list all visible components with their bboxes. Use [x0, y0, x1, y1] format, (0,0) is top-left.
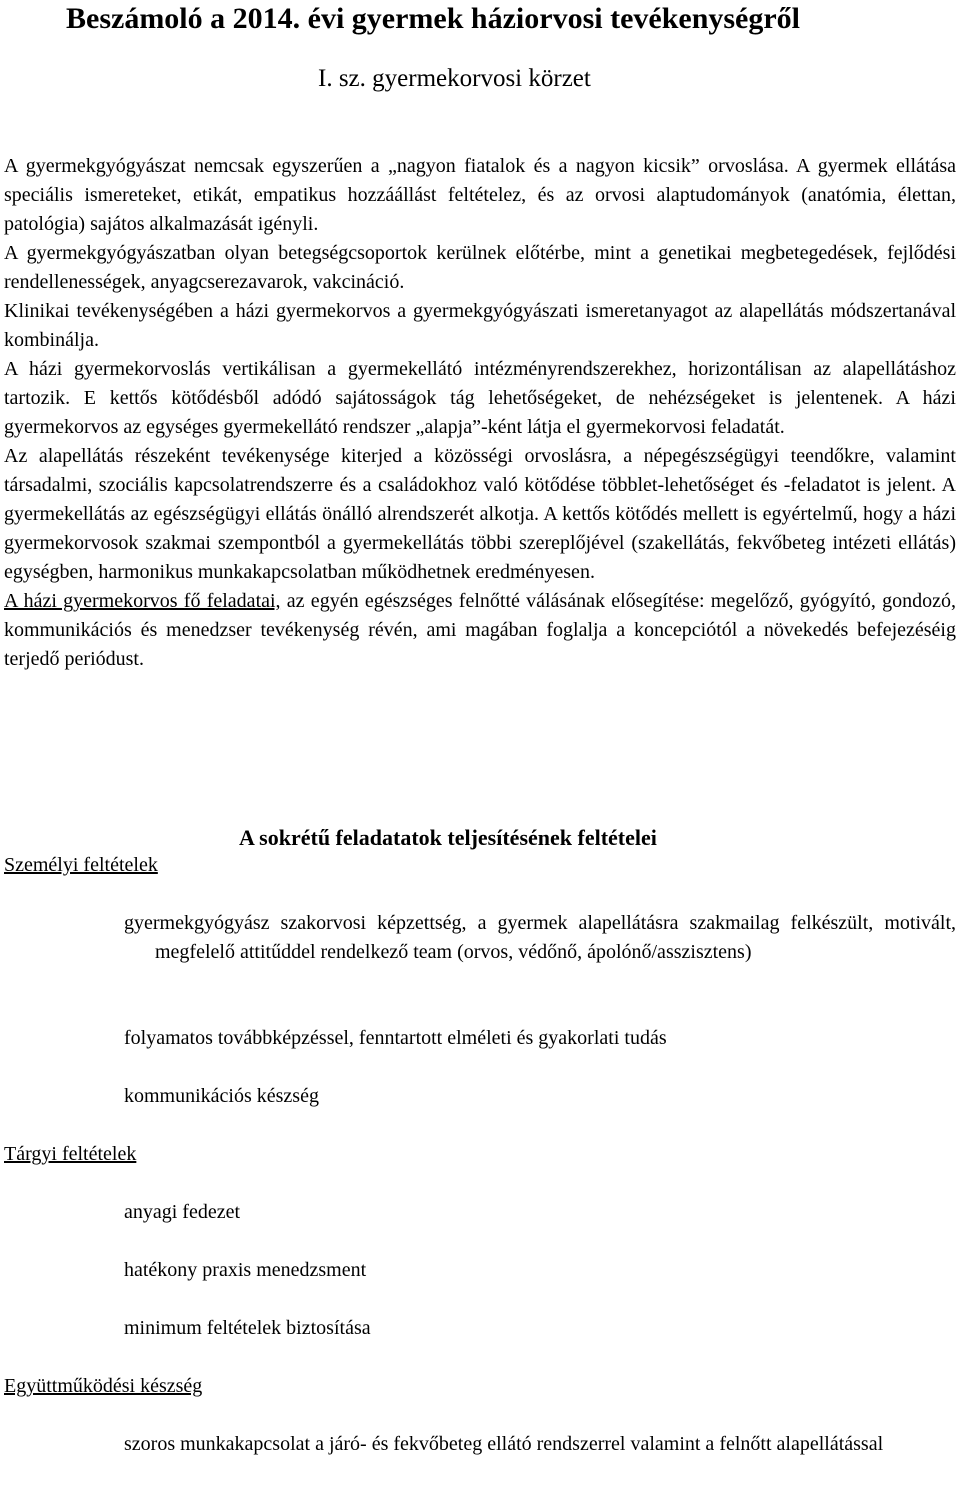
- material-condition-item: minimum feltételek biztosítása: [124, 1317, 371, 1339]
- material-condition-item: hatékony praxis menedzsment: [124, 1259, 367, 1281]
- paragraph-3: Klinikai tevékenységében a házi gyermekorvos a gyermekgyógyászati ismeretanyagot az alapellátás módszertanával kombinálja.: [4, 300, 956, 351]
- personal-condition-item: gyermekgyógyász szakorvosi képzettség, a gyermek alapellátásra szakmailag felkészült, motivált, megfelelő attitűddel rendelkező team (orvos, védőnő, ápolónő/asszisztens): [124, 912, 956, 963]
- cooperation-heading: Együttműködési készség: [4, 1375, 203, 1397]
- material-conditions-heading: Tárgyi feltételek: [4, 1143, 137, 1165]
- personal-condition-item: folyamatos továbbképzéssel, fenntartott elméleti és gyakorlati tudás: [124, 1027, 667, 1049]
- report-subtitle: I. sz. gyermekorvosi körzet: [318, 65, 591, 92]
- main-task-text: az egyén egészséges felnőtté válásának elősegítése: megelőző, gyógyító, gondozó, kommunikációs és menedzser tevékenység révén, ami magában foglalja a koncepciótól a növekedés befejezéséig terjedő periódust.: [4, 590, 956, 670]
- paragraph-main-task: [4, 587, 956, 674]
- report-title: Beszámoló a 2014. évi gyermek háziorvosi tevékenységről: [66, 2, 801, 35]
- cooperation-item: szoros munkakapcsolat a járó- és fekvőbeteg ellátó rendszerrel valamint a felnőtt alapellátással: [124, 1433, 884, 1455]
- paragraph-5: Az alapellátás részeként tevékenysége kiterjed a közösségi orvoslásra, a népegészségügyi teendőkre, valamint társadalmi, szociális kapcsolatrendszerre és a családokhoz való kötődése többlet-lehetőséget és -feladatot is jelent. A gyermekellátás az egészségügyi ellátás önálló alrendszerét alkotja. A kettős kötődés mellett is egyértelmű, hogy a házi gyermekorvosok szakmai szempontból a gyermekellátás többi szereplőjével (szakellátás, fekvőbeteg intézeti ellátás) egységben, harmonikus munkakapcsolatban működhetnek eredményesen.: [4, 445, 956, 583]
- material-condition-item: anyagi fedezet: [124, 1201, 241, 1223]
- paragraph-2: A gyermekgyógyászatban olyan betegségcsoportok kerülnek előtérbe, mint a genetikai megbetegedések, fejlődési rendellenességek, anyagcserezavarok, vakcináció.: [4, 242, 956, 293]
- personal-condition-item: kommunikációs készség: [124, 1085, 319, 1107]
- main-task-label: A házi gyermekorvos fő feladatai,: [4, 590, 281, 612]
- paragraph-1: A gyermekgyógyászat nemcsak egyszerűen a „nagyon fiatalok és a nagyon kicsik” orvoslása. A gyermek ellátása speciális ismereteket, etikát, empatikus hozzáállást feltételez, és az orvosi alaptudományok (anatómia, élettan, patológia) sajátos alkalmazását igényli.: [4, 155, 956, 235]
- personal-conditions-heading: Személyi feltételek: [4, 854, 158, 876]
- conditions-title: A sokrétű feladatatok teljesítésének feltételei: [239, 825, 657, 850]
- paragraph-4: A házi gyermekorvoslás vertikálisan a gyermekellátó intézményrendszerekhez, horizontálisan az alapellátáshoz tartozik. E kettős kötődésből adódó sajátosságok tág lehetőségeket, de nehézségeket is jelentenek. A házi gyermekorvos az egységes gyermekellátó rendszer „alapja”-ként látja el gyermekorvosi feladatát.: [4, 358, 956, 438]
- intro-text: [4, 152, 956, 674]
